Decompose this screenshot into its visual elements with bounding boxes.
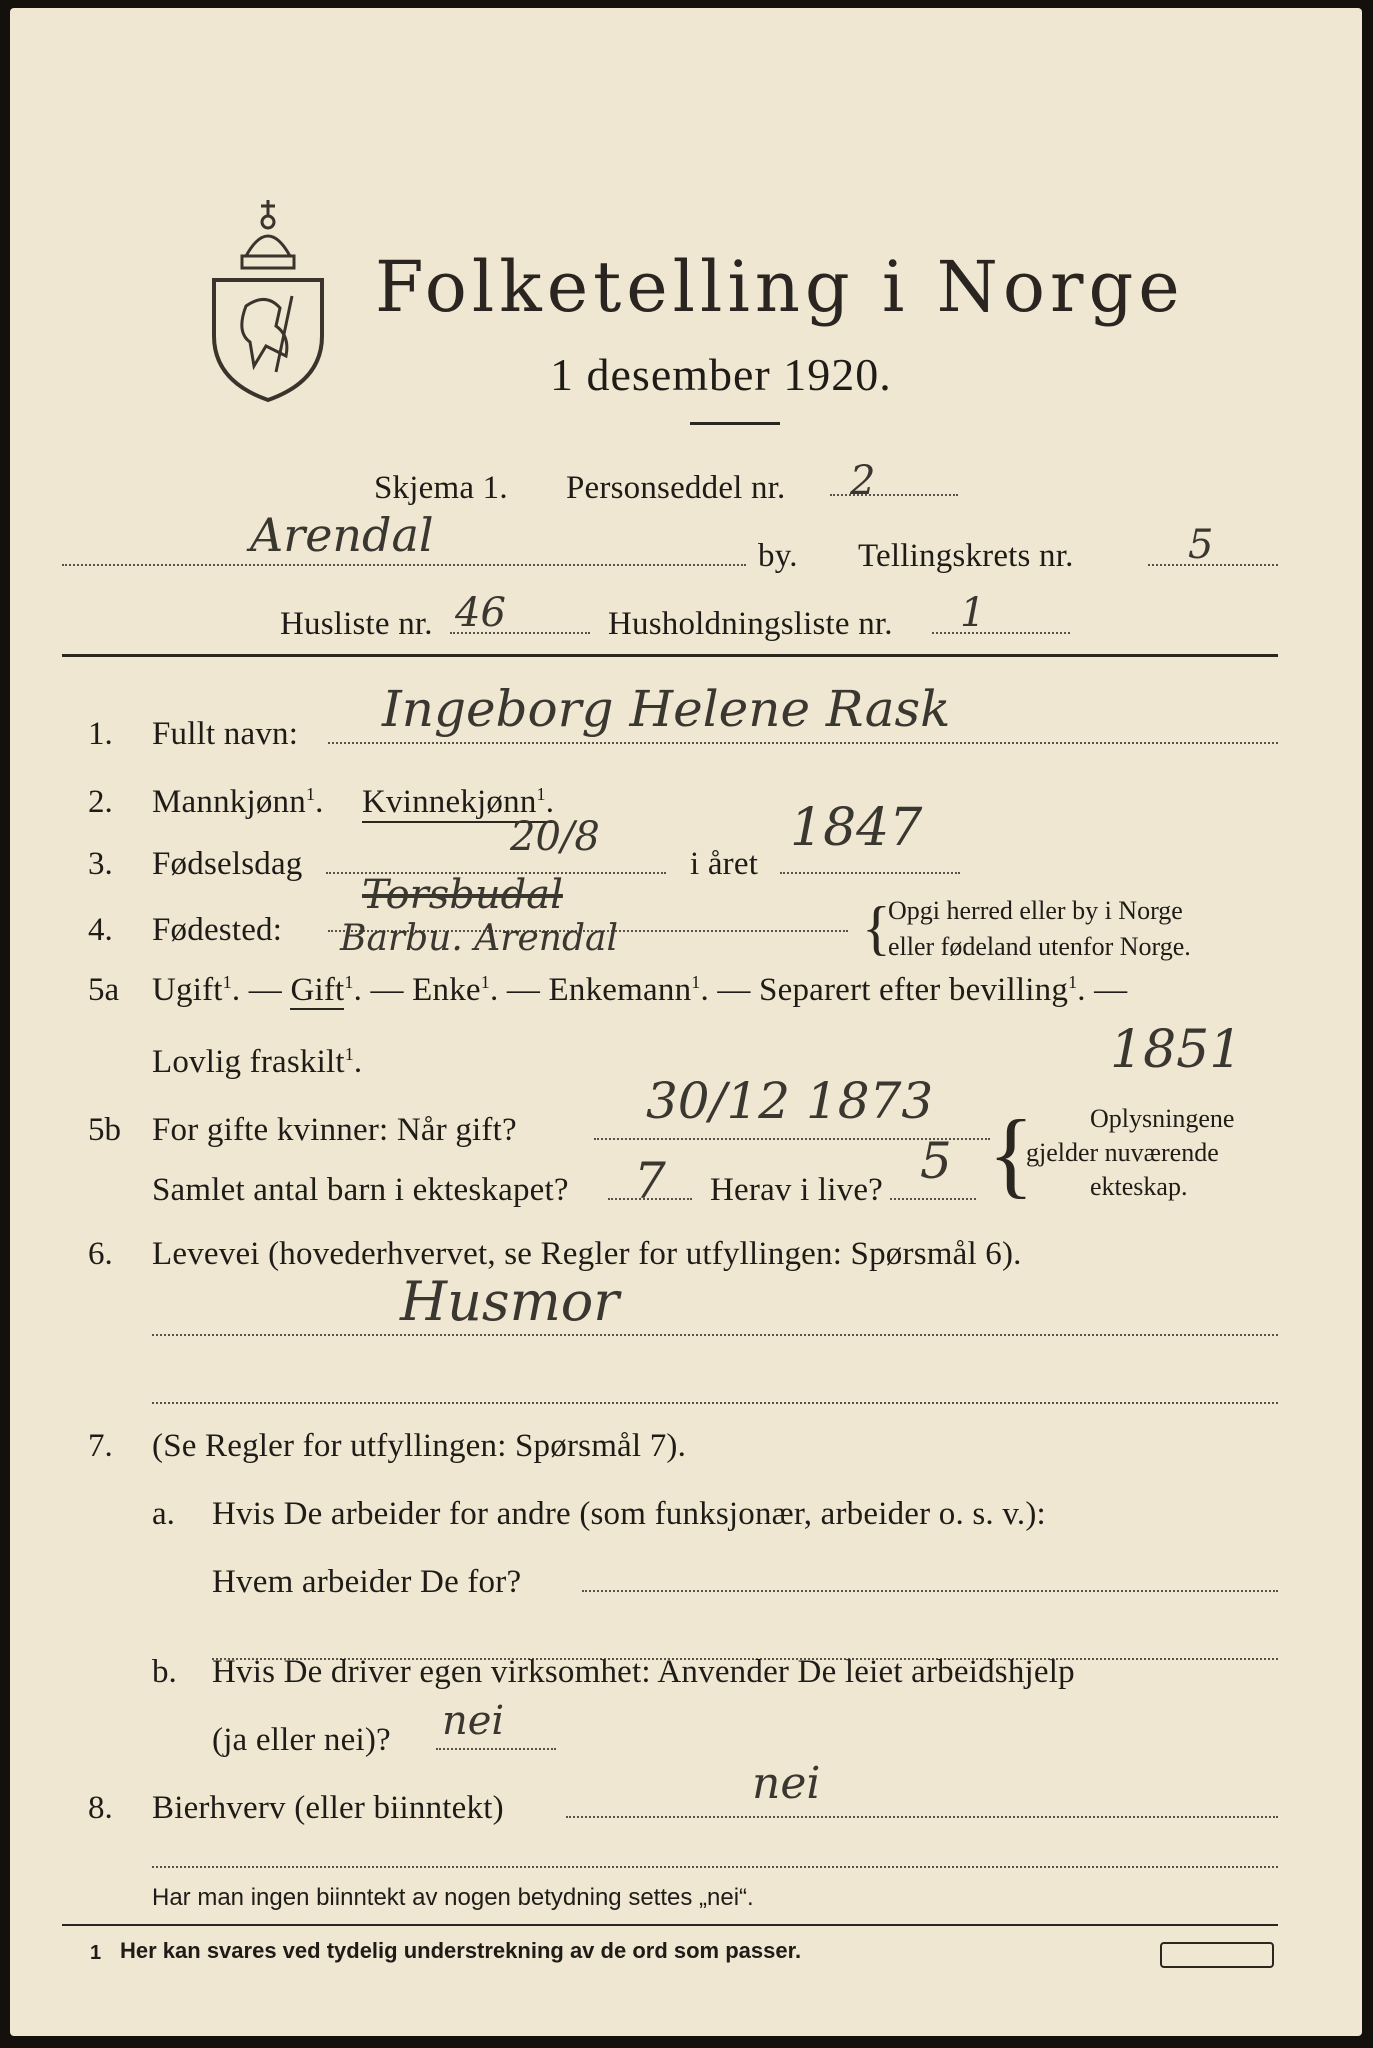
q5b-brace: { [988, 1100, 1035, 1207]
q5a-gift-option[interactable]: Gift [290, 972, 345, 1008]
q8-field-line1[interactable] [566, 1816, 1278, 1818]
q7b-label: Hvis De driver egen virksomhet: Anvender De leiet arbeidshjelp [212, 1654, 1075, 1690]
q3-year-value: 1847 [790, 798, 923, 858]
q7a-field-line1[interactable] [582, 1590, 1278, 1592]
husholdningsliste-field[interactable] [932, 632, 1070, 634]
husholdningsliste-label: Husholdningsliste nr. [608, 606, 893, 642]
q7a-letter: a. [152, 1496, 175, 1532]
q5b-alive-value: 5 [920, 1132, 952, 1190]
q4-value: Barbu. Arendal [340, 918, 618, 959]
footnote-divider [62, 1924, 1278, 1926]
husliste-value: 46 [455, 590, 506, 636]
q5b-note-line2: gjelder nuværende [1026, 1138, 1219, 1167]
q5b-children-label: Samlet antal barn i ekteskapet? [152, 1172, 569, 1208]
q5a-enke-option[interactable]: Enke [412, 972, 481, 1008]
q5a-ugift-option[interactable]: Ugift [152, 972, 223, 1008]
q8-value: nei [752, 1758, 821, 1809]
q2-female-option[interactable]: Kvinnekjønn$^1$. [362, 784, 554, 823]
q1-value: Ingeborg Helene Rask [382, 680, 951, 738]
footnote-text: Her kan svares ved tydelig understrekning av de ord som passer. [120, 1938, 802, 1963]
q3-value: 20/8 [510, 814, 600, 860]
by-label: by. [758, 538, 798, 574]
tellingskrets-label: Tellingskrets nr. [858, 538, 1074, 574]
footnote-mark: 1 [90, 1942, 102, 1964]
q4-note-line1: Opgi herred eller by i Norge [888, 896, 1183, 925]
q5b-value: 30/12 1873 [646, 1072, 934, 1130]
q5b-extra-year: 1851 [1110, 1020, 1243, 1080]
q5a-enke-footnote-mark: 1 [480, 972, 490, 992]
tellingskrets-value: 5 [1188, 522, 1214, 568]
header-divider [62, 654, 1278, 657]
q5b-alive-label: Herav i live? [710, 1172, 884, 1208]
q2-number: 2. [88, 784, 113, 820]
q5a-ugift-footnote-mark: 1 [222, 972, 232, 992]
q5a-options: Ugift$^1$. — Gift$^1$. — Enke$^1$. — Enkemann$^1$. — Separert efter bevilling$^1$. — [152, 972, 1128, 1008]
q6-field-line2[interactable] [152, 1402, 1278, 1404]
personseddel-value: 2 [850, 458, 876, 504]
skjema-label: Skjema 1. [374, 470, 508, 506]
q1-number: 1. [88, 716, 113, 752]
city-field[interactable] [62, 564, 746, 566]
q6-label: Levevei (hovederhvervet, se Regler for utfyllingen: Spørsmål 6). [152, 1236, 1022, 1272]
q5a-fraskilt-footnote-mark: 1 [344, 1044, 354, 1064]
printer-stamp-icon [1160, 1942, 1274, 1968]
census-date: 1 desember 1920. [550, 349, 892, 400]
city-value: Arendal [250, 508, 434, 562]
q7-number: 7. [88, 1428, 113, 1464]
census-form-sheet [10, 8, 1362, 2036]
q7a-label: Hvis De arbeider for andre (som funksjonær, arbeider o. s. v.): [212, 1496, 1046, 1532]
q5b-number: 5b [88, 1112, 121, 1148]
q3-year-label: i året [690, 846, 759, 882]
personseddel-label: Personseddel nr. [566, 470, 786, 506]
q8-label: Bierhverv (eller biinntekt) [152, 1790, 504, 1826]
q2-female-text: Kvinnekjønn [362, 784, 537, 820]
q3-number: 3. [88, 846, 113, 882]
q5b-note-line1: Oplysningene [1090, 1104, 1235, 1133]
q5a-gift-footnote-mark: 1 [344, 972, 354, 992]
norwegian-coat-of-arms-icon [206, 196, 330, 404]
q2-male-footnote-mark: 1 [305, 784, 316, 804]
q1-label: Fullt navn: [152, 716, 299, 752]
form-title: Folketelling i Norge [375, 246, 1185, 328]
q4-note-line2: eller fødeland utenfor Norge. [888, 932, 1191, 961]
q7b-value: nei [442, 1698, 505, 1744]
q5b-alive-field[interactable] [890, 1198, 976, 1200]
q4-number: 4. [88, 912, 113, 948]
q5a-number: 5a [88, 972, 120, 1008]
q8-number: 8. [88, 1790, 113, 1826]
q7b-field[interactable] [436, 1748, 556, 1750]
q5a-separert-option[interactable]: Separert efter bevilling [759, 972, 1069, 1008]
q7-label: (Se Regler for utfyllingen: Spørsmål 7). [152, 1428, 687, 1464]
q8-note: Har man ingen biinntekt av nogen betydning settes „nei“. [152, 1884, 754, 1911]
q6-field-line1[interactable] [152, 1334, 1278, 1336]
q6-number: 6. [88, 1236, 113, 1272]
q1-field[interactable] [328, 742, 1278, 744]
q2-female-footnote-mark: 1 [536, 784, 546, 804]
q3-year-field[interactable] [780, 872, 960, 874]
husholdningsliste-value: 1 [960, 590, 986, 636]
q7b-sub-label: (ja eller nei)? [212, 1722, 391, 1758]
q4-label: Fødested: [152, 912, 283, 948]
q3-label: Fødselsdag [152, 846, 303, 882]
q5b-children-value: 7 [634, 1152, 666, 1210]
q2-male-option[interactable]: Mannkjønn$^1$. [152, 784, 324, 820]
q5b-label: For gifte kvinner: Når gift? [152, 1112, 517, 1148]
q5a-fraskilt-option[interactable]: Lovlig fraskilt$^1$. [152, 1044, 363, 1080]
q5a-enkemann-option[interactable]: Enkemann [548, 972, 692, 1008]
title-divider [690, 422, 780, 425]
q5a-separert-footnote-mark: 1 [1068, 972, 1078, 992]
q7b-letter: b. [152, 1654, 177, 1690]
q5b-note-line3: ekteskap. [1090, 1172, 1188, 1201]
q4-brace: { [862, 895, 891, 961]
q8-field-line2[interactable] [152, 1866, 1278, 1868]
q4-struck-value: Torsbudal [362, 872, 563, 918]
husliste-label: Husliste nr. [280, 606, 433, 642]
q6-value: Husmor [400, 1270, 620, 1333]
q5a-fraskilt-text: Lovlig fraskilt [152, 1044, 345, 1080]
q5a-enkemann-footnote-mark: 1 [691, 972, 701, 992]
q7a-sub-label: Hvem arbeider De for? [212, 1564, 522, 1600]
q2-male-text: Mannkjønn [152, 784, 306, 820]
